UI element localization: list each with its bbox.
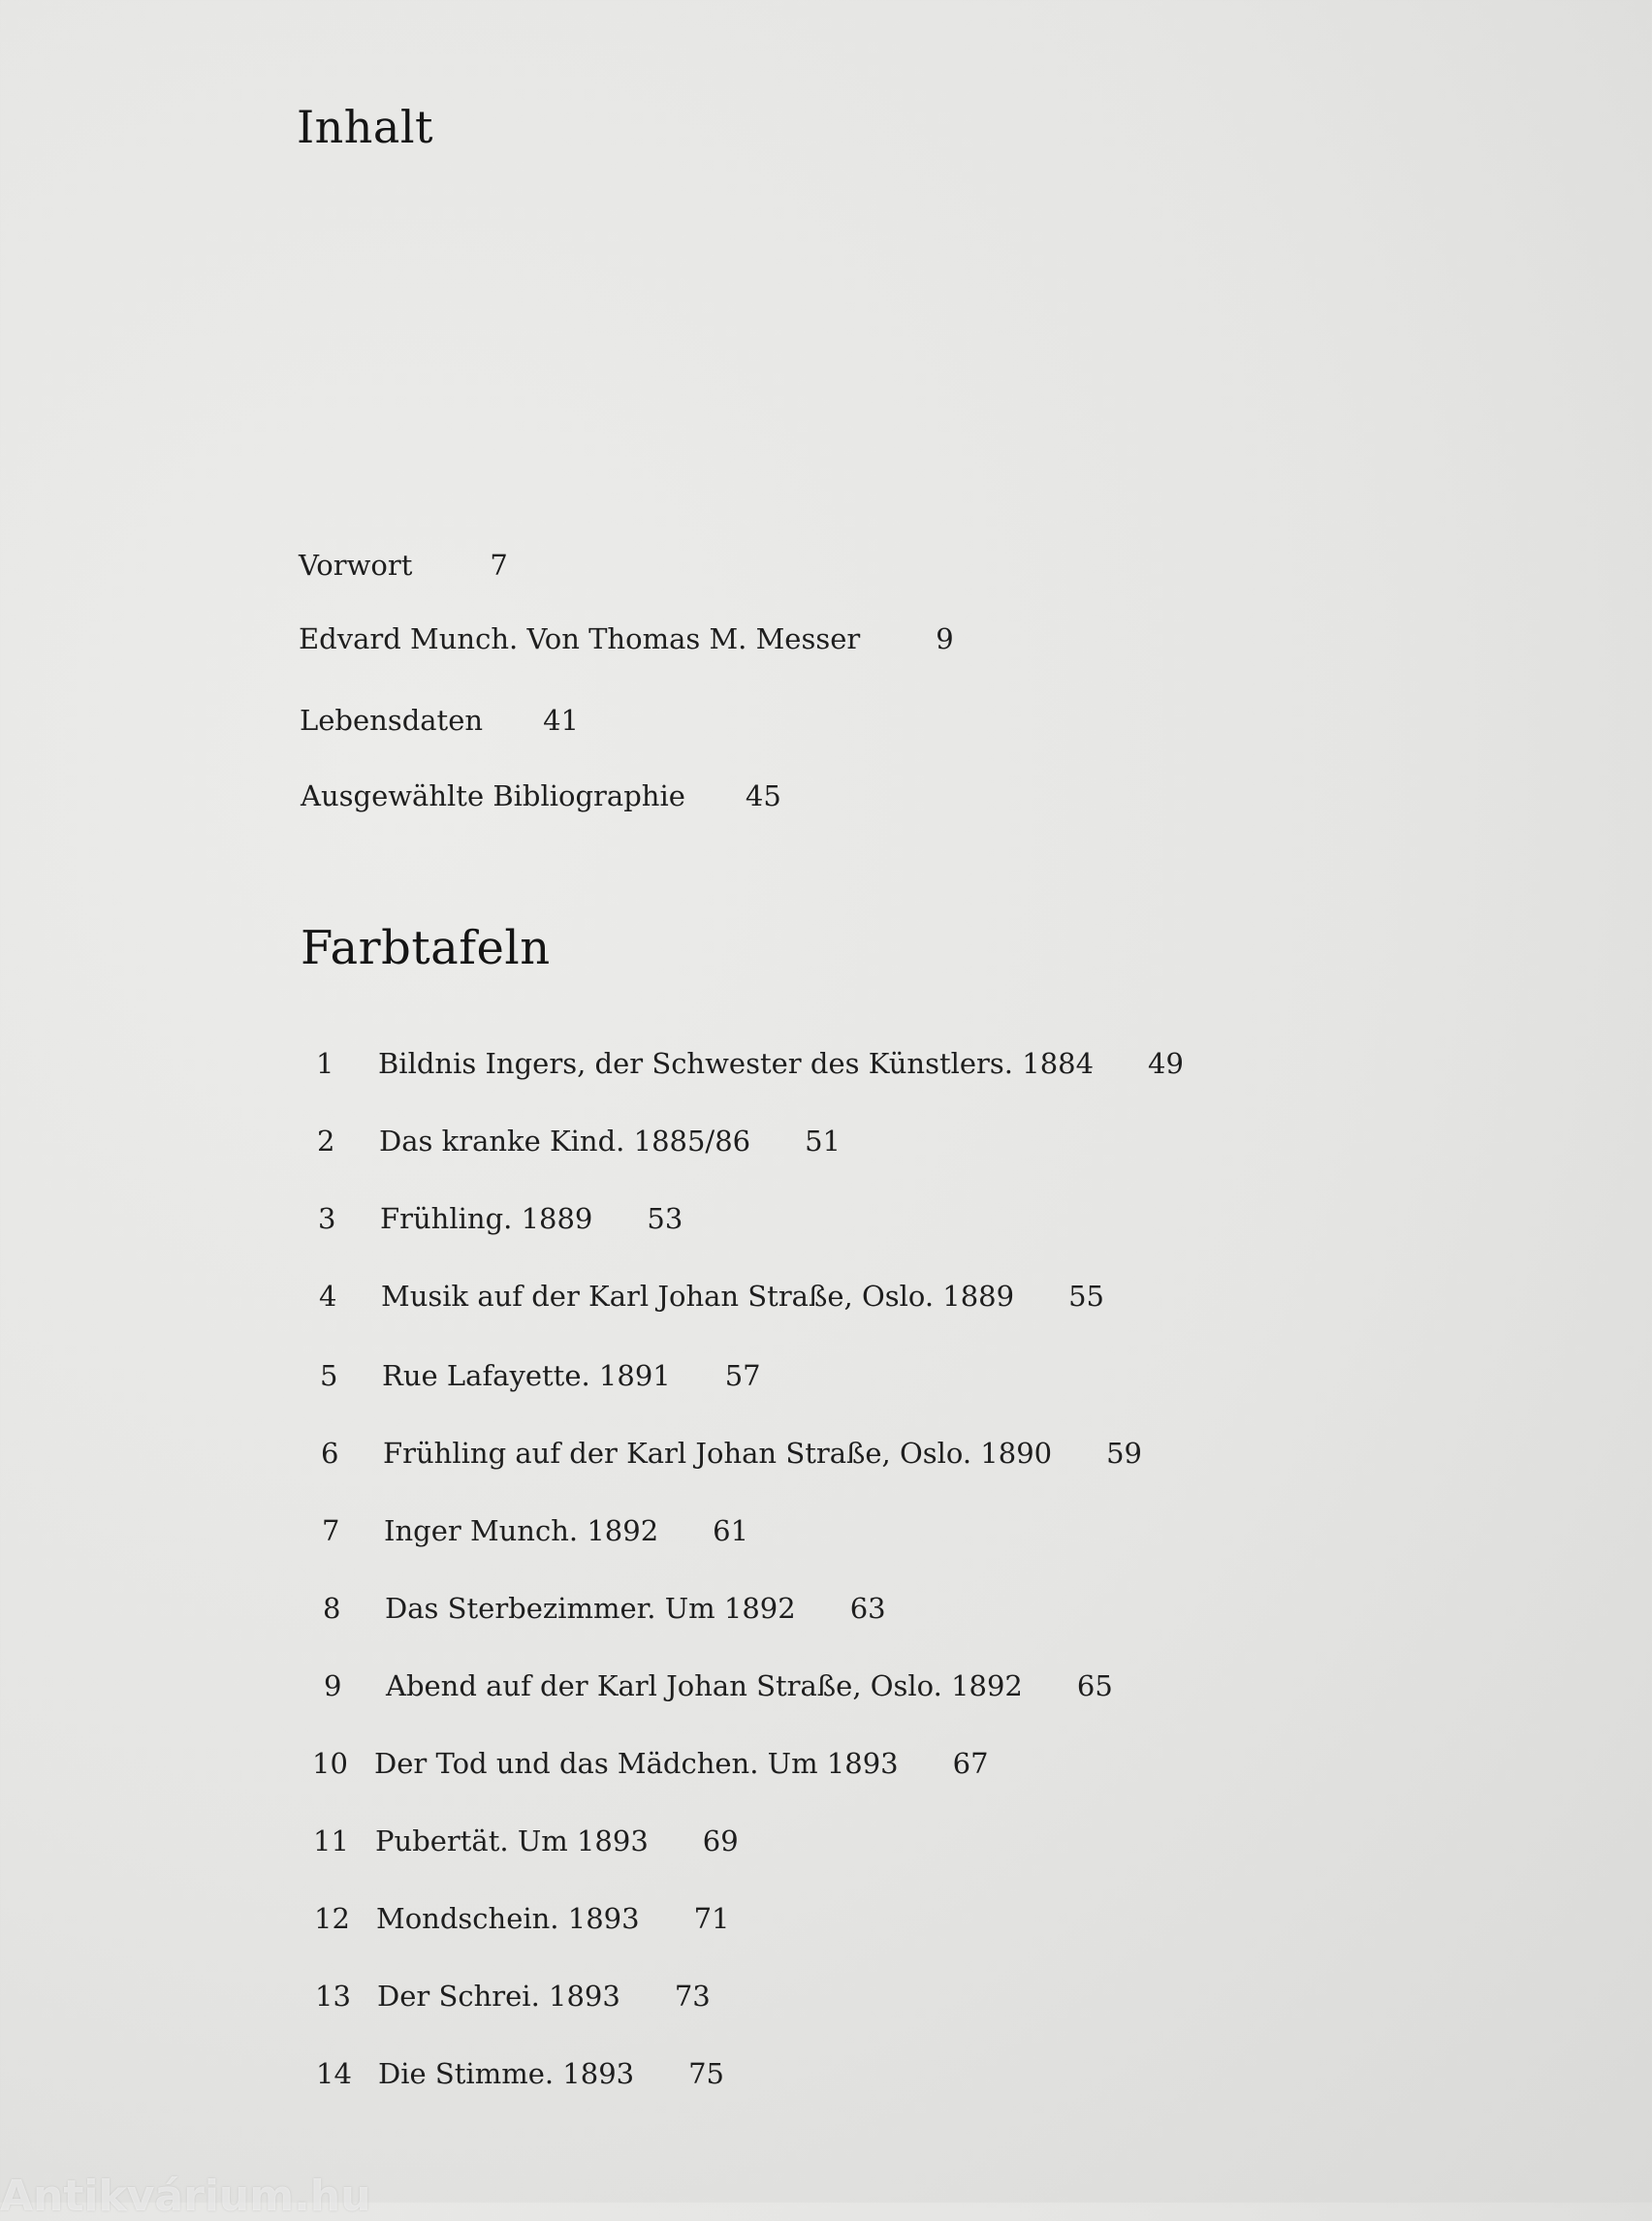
- contents-entry-bibliographie: [301, 779, 781, 812]
- plate-row: [312, 1747, 989, 1780]
- plate-row: [313, 1824, 739, 1857]
- plate-row: [323, 1592, 886, 1625]
- entry-title: Ausgewählte Bibliographie: [301, 779, 685, 812]
- plate-number: 10: [312, 1747, 348, 1780]
- contents-heading: Inhalt: [297, 101, 434, 153]
- plate-number: 3: [318, 1202, 336, 1235]
- contents-entry-lebensdaten: [300, 704, 579, 737]
- entry-page-number: 9: [936, 622, 954, 655]
- plate-row: [321, 1437, 1142, 1470]
- plate-title: Bildnis Ingers, der Schwester des Künstlers. 1884: [378, 1047, 1095, 1080]
- plate-row: [315, 1980, 711, 2013]
- plate-number: 14: [316, 2057, 352, 2090]
- plate-row: [318, 1202, 683, 1235]
- plate-title: Frühling. 1889: [380, 1202, 593, 1235]
- plate-title: Mondschein. 1893: [376, 1902, 640, 1935]
- plate-title: Musik auf der Karl Johan Straße, Oslo. 1889: [381, 1280, 1015, 1313]
- plate-number: 9: [324, 1669, 342, 1702]
- plate-title: Der Schrei. 1893: [377, 1980, 620, 2013]
- plate-row: [322, 1514, 748, 1547]
- plate-page-number: 59: [1106, 1437, 1143, 1470]
- plate-number: 8: [323, 1592, 341, 1625]
- plate-page-number: 75: [688, 2057, 725, 2090]
- plate-page-number: 49: [1148, 1047, 1184, 1080]
- plate-number: 5: [320, 1359, 338, 1392]
- plate-page-number: 61: [713, 1514, 749, 1547]
- entry-title: Lebensdaten: [300, 704, 484, 737]
- plate-page-number: 57: [724, 1359, 761, 1392]
- plate-row: [314, 1902, 729, 1935]
- plate-row: [317, 1125, 841, 1158]
- plate-number: 2: [317, 1125, 335, 1158]
- plate-number: 12: [314, 1902, 350, 1935]
- entry-page-number: 7: [490, 549, 508, 582]
- plate-title: Rue Lafayette. 1891: [382, 1359, 671, 1392]
- contents-entry-vorwort: [299, 549, 508, 582]
- plate-title: Das Sterbezimmer. Um 1892: [385, 1592, 796, 1625]
- plate-title: Frühling auf der Karl Johan Straße, Oslo. 1890: [383, 1437, 1053, 1470]
- plate-page-number: 69: [702, 1824, 739, 1857]
- plate-row: [324, 1669, 1113, 1702]
- plate-row: [316, 2057, 724, 2090]
- plate-row: [316, 1047, 1184, 1080]
- plate-number: 1: [316, 1047, 334, 1080]
- plate-title: Die Stimme. 1893: [378, 2057, 635, 2090]
- plate-number: 13: [315, 1980, 351, 2013]
- plates-heading: Farbtafeln: [301, 921, 551, 975]
- plate-number: 11: [313, 1824, 349, 1857]
- plate-number: 4: [319, 1280, 337, 1313]
- plate-title: Das kranke Kind. 1885/86: [379, 1125, 751, 1158]
- plate-title: Inger Munch. 1892: [384, 1514, 659, 1547]
- entry-title: Edvard Munch. Von Thomas M. Messer: [299, 622, 861, 655]
- entry-title: Vorwort: [299, 549, 413, 582]
- plate-page-number: 73: [674, 1980, 711, 2013]
- plate-title: Abend auf der Karl Johan Straße, Oslo. 1892: [386, 1669, 1023, 1702]
- contents-entry-essay: [299, 622, 954, 655]
- plate-title: Pubertät. Um 1893: [375, 1824, 649, 1857]
- entry-page-number: 41: [543, 704, 579, 737]
- plate-page-number: 67: [952, 1747, 989, 1780]
- plate-row: [319, 1280, 1104, 1313]
- plate-page-number: 71: [693, 1902, 730, 1935]
- plate-page-number: 53: [647, 1202, 683, 1235]
- plate-page-number: 63: [849, 1592, 886, 1625]
- plate-row: [320, 1359, 761, 1392]
- plate-title: Der Tod und das Mädchen. Um 1893: [374, 1747, 899, 1780]
- plate-page-number: 65: [1076, 1669, 1113, 1702]
- plate-number: 7: [322, 1514, 340, 1547]
- plate-page-number: 51: [805, 1125, 841, 1158]
- plate-page-number: 55: [1068, 1280, 1104, 1313]
- watermark: Antikvárium.hu: [0, 2172, 371, 2221]
- plate-number: 6: [321, 1437, 339, 1470]
- entry-page-number: 45: [745, 779, 781, 812]
